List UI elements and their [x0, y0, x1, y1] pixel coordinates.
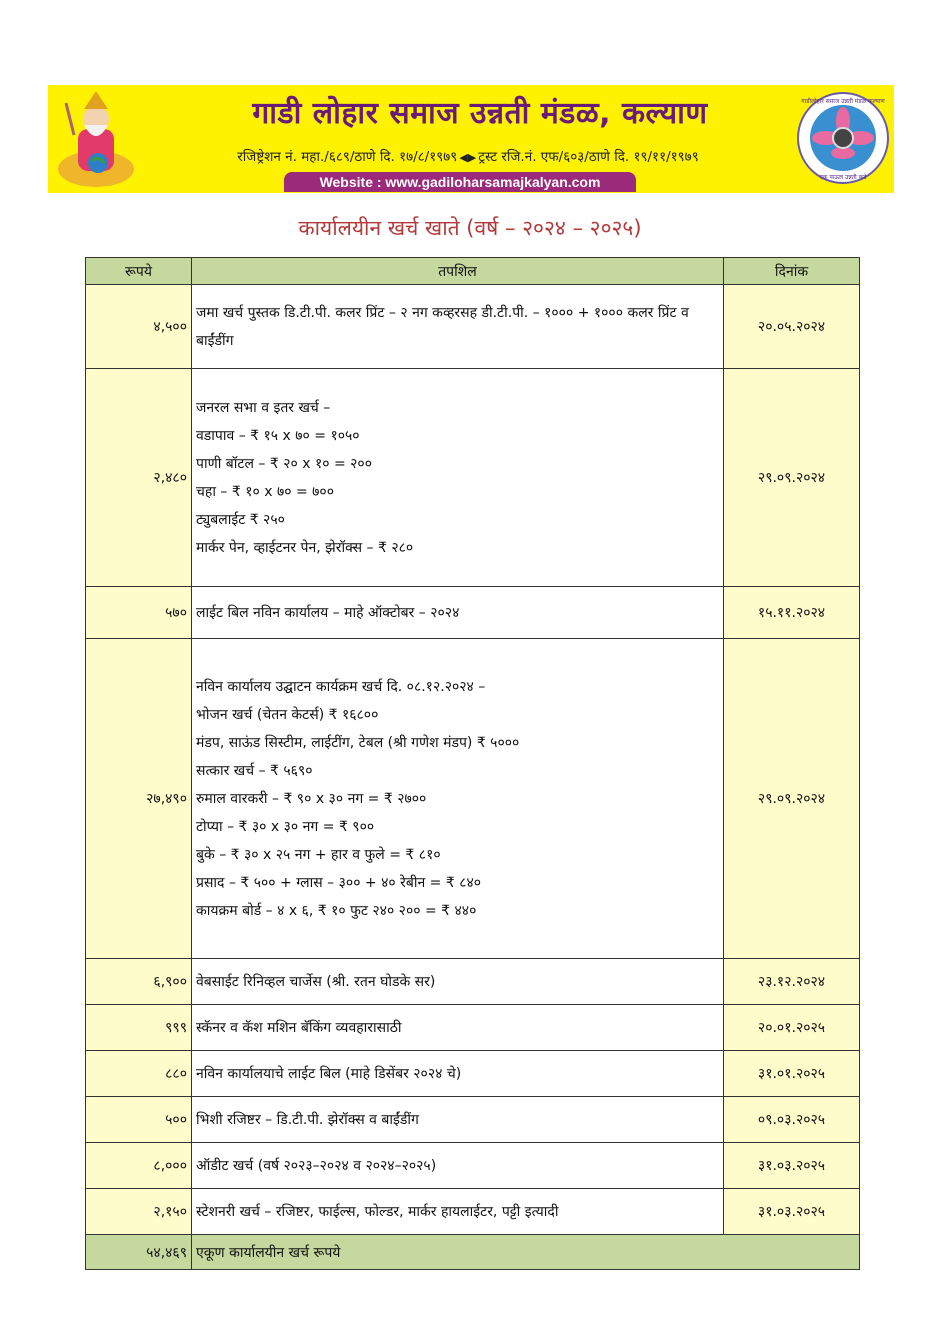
date-cell: ३१.०३.२०२५: [724, 1189, 860, 1235]
details-cell: [192, 285, 724, 369]
expense-ledger-table: [85, 257, 860, 1270]
trust-registration-number: ट्रस्ट रजि.नं. एफ/६०३/ठाणे दि. १९/११/१९७९: [478, 149, 699, 165]
details-cell: [192, 959, 724, 1005]
amount-cell: ६,९००: [86, 959, 192, 1005]
details-cell: [192, 1097, 724, 1143]
amount-cell: २,४८०: [86, 369, 192, 587]
amount-cell: ९९९: [86, 1005, 192, 1051]
table-row: [86, 1097, 860, 1143]
details-line: नविन कार्यालय उद्घाटन कार्यक्रम खर्च दि. ०८.१२.२०२४ –: [196, 678, 486, 695]
details-cell: [192, 587, 724, 639]
table-body: [86, 285, 860, 1270]
table-row: [86, 1005, 860, 1051]
details-line: कायक्रम बोर्ड – ४ x ६, ₹ १० फुट २४० २०० = ₹ ४४०: [196, 902, 477, 919]
details-line: स्कॅनर व कॅश मशिन बॅकिंग व्यवहारासाठी: [196, 1019, 402, 1036]
details-cell: [192, 1005, 724, 1051]
details-line: वेबसाईट रिनिव्हल चार्जेस (श्री. रतन घोडके सर): [196, 973, 436, 990]
details-line: टोप्या – ₹ ३० x ३० नग = ₹ ९००: [196, 818, 375, 835]
details-line: भिशी रजिष्टर – डि.टी.पी. झेरॉक्स व बाईंडींग: [196, 1111, 419, 1128]
column-header-date: दिनांक: [724, 258, 860, 285]
table-row: [86, 639, 860, 959]
column-header-amount: रूपये: [86, 258, 192, 285]
details-line: भोजन खर्च (चेतन केटर्स) ₹ १६८००: [196, 706, 379, 723]
details-line: सत्कार खर्च – ₹ ५६९०: [196, 762, 313, 779]
details-line: वडापाव – ₹ १५ x ७० = १०५०: [196, 427, 360, 444]
details-cell: [192, 1189, 724, 1235]
details-line: रुमाल वारकरी – ₹ ९० x ३० नग = ₹ २७००: [196, 790, 427, 807]
total-label: एकूण कार्यालयीन खर्च रूपये: [192, 1235, 860, 1270]
amount-cell: ८८०: [86, 1051, 192, 1097]
details-cell: [192, 1143, 724, 1189]
date-cell: ०९.०३.२०२५: [724, 1097, 860, 1143]
details-line: नविन कार्यालयाचे लाईट बिल (माहे डिसेंबर २०२४ चे): [196, 1065, 462, 1082]
details-line: मार्कर पेन, व्हाईटनर पेन, झेरॉक्स – ₹ २८०: [196, 539, 414, 556]
date-cell: ३१.०१.२०२५: [724, 1051, 860, 1097]
amount-cell: ५००: [86, 1097, 192, 1143]
table-row: [86, 1143, 860, 1189]
amount-cell: ५७०: [86, 587, 192, 639]
vishwakarma-deity-icon: [54, 89, 138, 189]
amount-cell: ८,०००: [86, 1143, 192, 1189]
details-line: ट्युबलाईट ₹ २५०: [196, 511, 285, 528]
date-cell: २९.०९.२०२४: [724, 639, 860, 959]
table-row: [86, 1051, 860, 1097]
details-line: स्टेशनरी खर्च – रजिष्टर, फाईल्स, फोल्डर, मार्कर हायलाईटर, पट्टी इत्यादी: [196, 1203, 559, 1220]
details-cell: [192, 639, 724, 959]
separator-arrows-icon: ◀▶: [459, 151, 477, 164]
details-line: ऑडीट खर्च (वर्ष २०२३–२०२४ व २०२४–२०२५): [196, 1157, 437, 1174]
details-line: चहा – ₹ १० x ७० = ७००: [196, 483, 334, 500]
website-link[interactable]: Website : www.gadiloharsamajkalyan.com: [284, 172, 636, 192]
details-line: पाणी बॉटल – ₹ २० x १० = २००: [196, 455, 372, 472]
date-cell: ३१.०३.२०२५: [724, 1143, 860, 1189]
details-line: लाईट बिल नविन कार्यालय – माहे ऑक्टोबर – २०२४: [196, 604, 460, 621]
amount-cell: ४,५००: [86, 285, 192, 369]
date-cell: २०.०१.२०२५: [724, 1005, 860, 1051]
registration-line: [128, 147, 808, 165]
registration-number: रजिष्ट्रेशन नं. महा./६८९/ठाणे दि. १७/८/१९७९: [237, 149, 458, 165]
date-cell: २०.०५.२०२४: [724, 285, 860, 369]
details-cell: [192, 1051, 724, 1097]
details-line: बुके – ₹ ३० x २५ नग + हार व फुले = ₹ ८१०: [196, 846, 441, 863]
amount-cell: २७,४९०: [86, 639, 192, 959]
organization-seal-icon: [796, 91, 890, 185]
details-line: प्रसाद – ₹ ५०० + ग्लास – ३०० + ४० रेबीन = ₹ ८४०: [196, 874, 482, 891]
table-row: [86, 285, 860, 369]
table-header-row: [86, 258, 860, 285]
details-line: जमा खर्च पुस्तक डि.टी.पी. कलर प्रिंट – २ नग कव्हरसह डी.टी.पी. – १००० + १००० कलर प्रिंट व बाईंडींग: [196, 304, 689, 349]
amount-cell: २,१५०: [86, 1189, 192, 1235]
date-cell: २९.०९.२०२४: [724, 369, 860, 587]
details-line: मंडप, साऊंड सिस्टीम, लाईटींग, टेबल (श्री गणेश मंडप) ₹ ५०००: [196, 734, 520, 751]
letterhead-banner: [48, 85, 894, 193]
date-cell: १५.११.२०२४: [724, 587, 860, 639]
table-row: [86, 959, 860, 1005]
seal-text-top: गाडीलोहार समाज उन्नती मंडळ कल्याण: [801, 98, 885, 105]
date-cell: २३.१२.२०२४: [724, 959, 860, 1005]
column-header-details: तपशिल: [192, 258, 724, 285]
table-row: [86, 369, 860, 587]
seal-text-bottom: एक पाऊल उन्नती कडे: [819, 174, 867, 181]
details-line: जनरल सभा व इतर खर्च –: [196, 399, 331, 416]
total-amount: ५४,४६९: [86, 1235, 192, 1270]
total-row: [86, 1235, 860, 1270]
table-row: [86, 587, 860, 639]
details-cell: [192, 369, 724, 587]
page-title: कार्यालयीन खर्च खाते (वर्ष – २०२४ – २०२५): [298, 216, 642, 240]
organization-name: गाडी लोहार समाज उन्नती मंडळ, कल्याण: [252, 96, 708, 131]
table-row: [86, 1189, 860, 1235]
